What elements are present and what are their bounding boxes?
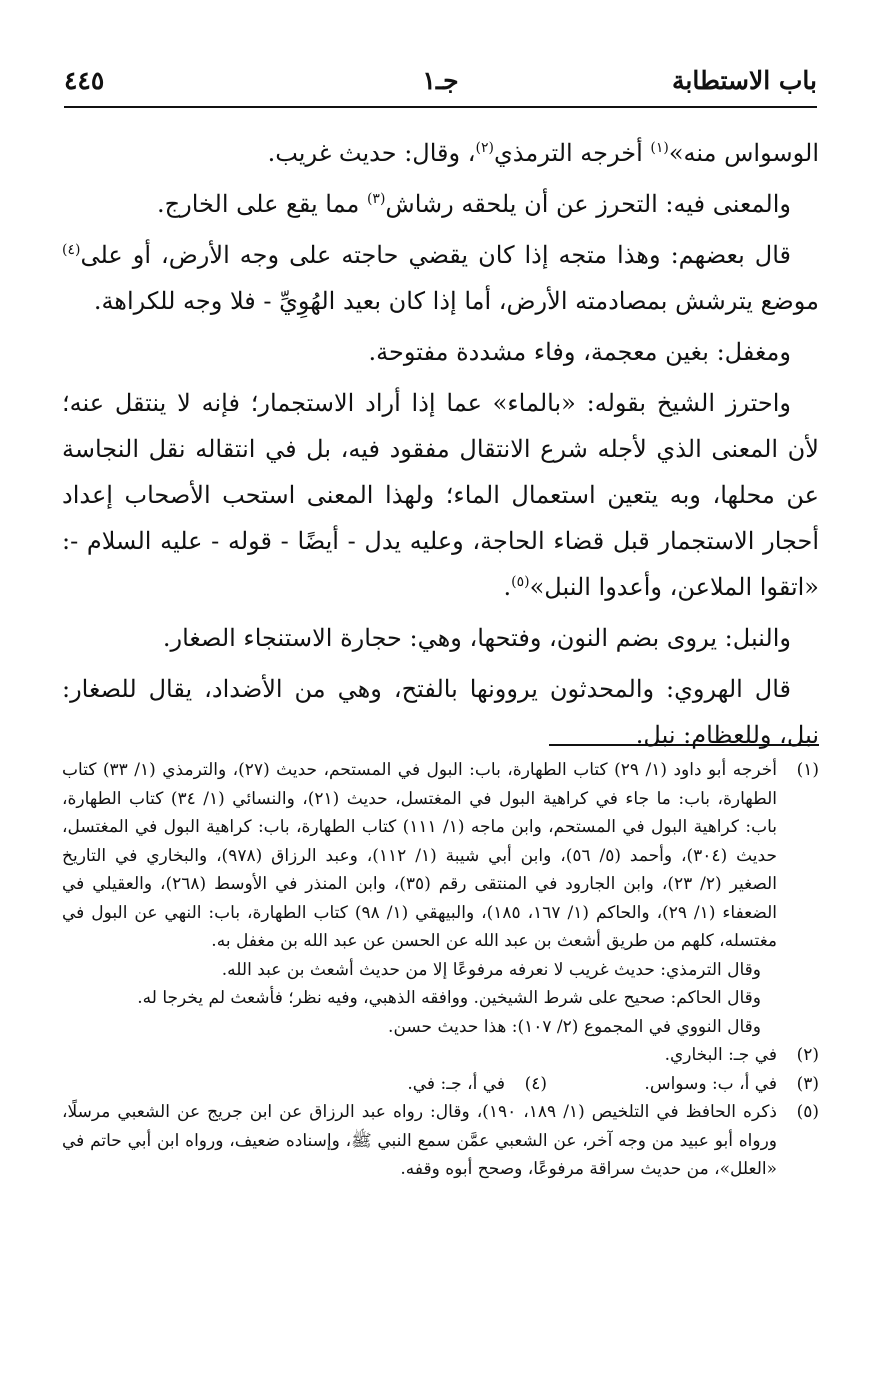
- footnote-number: (٢): [796, 1045, 819, 1065]
- running-header: [64, 66, 817, 108]
- footnote-4-text: في أ، جـ: في.: [407, 1073, 505, 1094]
- p3-text-a: قال بعضهم: وهذا متجه إذا كان يقضي حاجته على وجه الأرض، أو على: [80, 241, 791, 269]
- p1-text-a: الوسواس منه»: [668, 139, 819, 167]
- footnote-text: في جـ: البخاري.: [664, 1045, 777, 1065]
- footnote-ref-4: (٤): [62, 242, 81, 258]
- footnote-3-text: في أ، ب: وسواس.: [644, 1073, 777, 1094]
- footnote-text: ذكره الحافظ في التلخيص (١/ ١٨٩، ١٩٠)، وقال: رواه عبد الرزاق عن ابن جريج عن الشعبي مرسلًا، ورواه أبو عبيد من وجه آخر، عن الشعبي عمَّن سمع النبي ﷺ، وإسناده ضعيف، ورواه ابن أبي حاتم في «العلل»، من حديث سراقة مرفوعًا، وصحح أبوه وقفه.: [62, 1102, 777, 1179]
- volume-label: جـ١: [422, 66, 459, 95]
- footnote-1-hakim: وقال الحاكم: صحيح على شرط الشيخين. ووافقه الذهبي، وفيه نظر؛ فأشعث لم يخرجا له.: [137, 988, 761, 1008]
- page-number: ٤٤٥: [64, 66, 105, 95]
- main-text: [62, 130, 819, 763]
- footnote-1: [62, 756, 819, 1041]
- p2-text-b: مما يقع على الخارج.: [157, 190, 367, 218]
- footnote-1-tirmidhi: وقال الترمذي: حديث غريب لا نعرفه مرفوعًا إلا من حديث أشعث بن عبد الله.: [221, 959, 761, 980]
- paragraph-5: [62, 380, 819, 610]
- footnotes: [62, 756, 819, 1184]
- p5-text-a: واحترز الشيخ بقوله: «بالماء» عما إذا أراد الاستجمار؛ فإنه لا ينتقل عنه؛ لأن المعنى الذي لأجله شرع الانتقال مفقود فيه، بل في انتقاله نقل النجاسة عن محلها، وبه يتعين استعمال الماء؛ ولهذا المعنى استحب الأصحاب إعداد أحجار الاستجمار قبل قضاء الحاجة، وعليه يدل - أيضًا - قوله - عليه السلام -: «اتقوا الملاعن، وأعدوا النبل»: [62, 389, 819, 601]
- paragraph-3: [62, 232, 819, 324]
- footnote-2: [62, 1041, 819, 1070]
- footnote-ref-1: (١): [650, 140, 669, 156]
- footnote-1-main: أخرجه أبو داود (١/ ٢٩) كتاب الطهارة، باب: البول في المستحم، حديث (٢٧)، والترمذي (١/ ٣٣) كتاب الطهارة، باب: ما جاء في كراهية البول في المغتسل، حديث (٢١)، والنسائي (١/ ٣٤) كتاب الطهارة، باب: كراهية البول في المستحم، وابن ماجه (١/ ١١١) كتاب الطهارة، باب: كراهية البول في المغتسل، حديث (٣٠٤)، وأحمد (٥/ ٥٦)، وابن أبي شيبة (١/ ١١٢)، وعبد الرزاق (٩٧٨)، والبخاري في التاريخ الصغير (٢/ ٢٣)، وابن الجارود في المنتقى رقم (٣٥)، وابن المنذر في الأوسط (٢٦٨)، والعقيلي في الضعفاء (١/ ٢٩)، والحاكم (١/ ١٦٧، ١٨٥)، والبيهقي (١/ ٩٨) كتاب الطهارة، باب: النهي عن البول في مغتسله، كلهم من طريق أشعث بن عبد الله عن الحسن عن عبد الله بن مغفل به.: [62, 760, 778, 951]
- paragraph-1: [62, 130, 819, 176]
- paragraph-4: ومغفل: بغين معجمة، وفاء مشددة مفتوحة.: [368, 338, 791, 366]
- footnote-5: [62, 1098, 819, 1184]
- footnote-number: (٥): [796, 1102, 819, 1122]
- footnote-number: (٤): [524, 1073, 547, 1094]
- p5-text-b: .: [503, 573, 512, 601]
- p1-text-b: أخرجه الترمذي: [493, 139, 651, 167]
- footnote-ref-2: (٢): [475, 140, 494, 156]
- p2-text-a: والمعنى فيه: التحرز عن أن يلحقه رشاش: [385, 190, 791, 218]
- footnote-separator: [549, 744, 819, 746]
- footnote-text: [62, 756, 777, 1041]
- p3-text-b: موضع يترشش بمصادمته الأرض، أما إذا كان بعيد الهُوِيِّ - فلا وجه للكراهة.: [93, 287, 819, 315]
- paragraph-6: والنبل: يروى بضم النون، وفتحها، وهي: حجارة الاستنجاء الصغار.: [162, 624, 791, 652]
- p1-text-c: ، وقال: حديث غريب.: [267, 139, 476, 167]
- chapter-title: باب الاستطابة: [672, 66, 817, 95]
- paragraph-2: [62, 181, 819, 227]
- footnote-ref-5: (٥): [511, 574, 530, 590]
- footnote-3-4-row: [62, 1070, 819, 1099]
- footnote-ref-3: (٣): [366, 191, 386, 207]
- paragraph-7: قال الهروي: والمحدثون يروونها بالفتح، وهي من الأضداد، يقال للصغار: نبل، وللعظام: نبل.: [62, 675, 819, 749]
- footnote-number: (١): [796, 760, 819, 780]
- footnote-number: (٣): [796, 1073, 819, 1094]
- footnote-1-nawawi: وقال النووي في المجموع (٢/ ١٠٧): هذا حديث حسن.: [388, 1016, 761, 1037]
